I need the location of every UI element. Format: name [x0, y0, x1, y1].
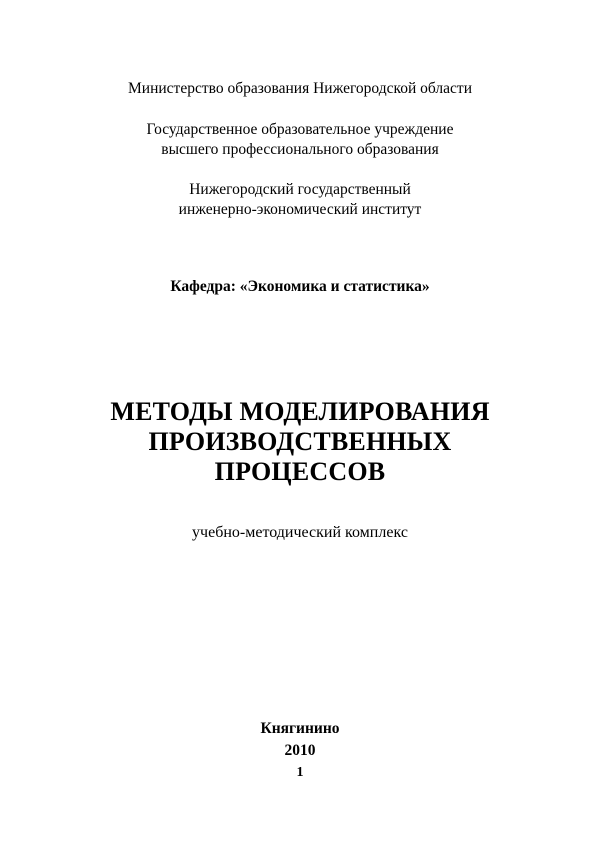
institute-line-2: инженерно-экономический институт: [178, 201, 422, 218]
title-line-2: ПРОИЗВОДСТВЕННЫХ: [148, 427, 452, 456]
publication-year: 2010: [284, 742, 316, 759]
city-name: Княгинино: [260, 720, 340, 737]
department-heading: Кафедра: «Экономика и статистика»: [170, 278, 430, 295]
page-number: 1: [296, 765, 304, 780]
subtitle: учебно-методический комплекс: [192, 524, 408, 541]
ministry-text: Министерство образования Нижегородской области: [128, 80, 472, 97]
title-line-1: МЕТОДЫ МОДЕЛИРОВАНИЯ: [110, 397, 490, 426]
institute-line-1: Нижегородский государственный: [189, 181, 411, 198]
institution-line-1: Государственное образовательное учреждение: [146, 121, 454, 138]
institution-line-2: высшего профессионального образования: [161, 141, 439, 158]
title-line-3: ПРОЦЕССОВ: [214, 457, 386, 486]
